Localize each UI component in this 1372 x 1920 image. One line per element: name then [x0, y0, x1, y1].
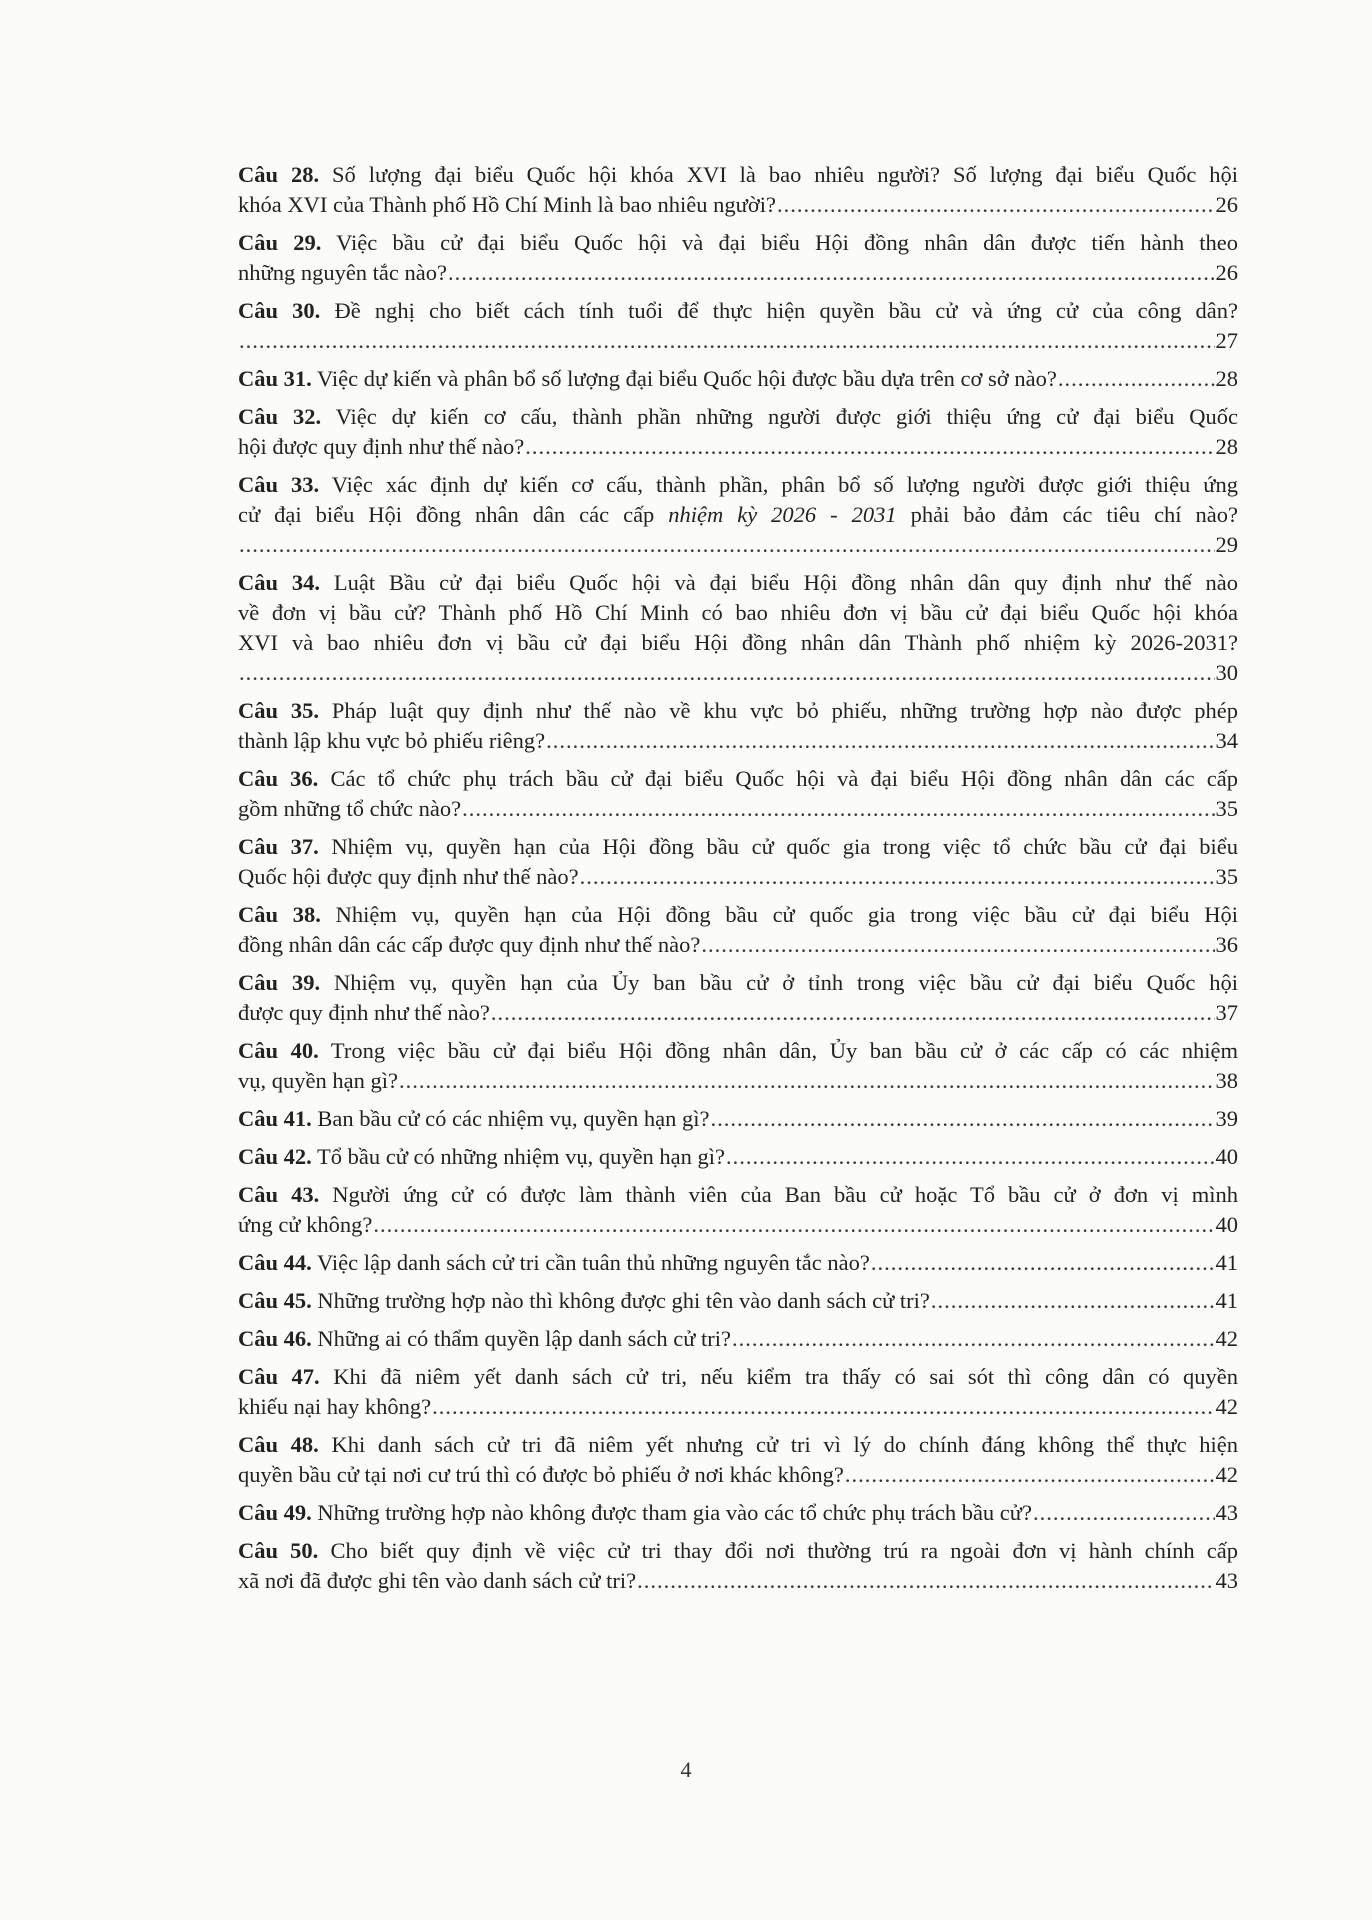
question-number: Câu 41.	[238, 1106, 312, 1131]
leader-dots	[732, 1324, 1214, 1354]
question-number: Câu 38.	[238, 902, 321, 927]
toc-entry[interactable]	[238, 1104, 1238, 1134]
leader-dots	[525, 432, 1214, 462]
leader-dots	[845, 1460, 1215, 1490]
toc-page-ref: 42	[1215, 1394, 1238, 1419]
toc-page-ref: 40	[1215, 1144, 1238, 1169]
question-number: Câu 42.	[238, 1144, 312, 1169]
question-text: Nhiệm vụ, quyền hạn của Ủy ban bầu cử ở tỉnh trong việc bầu cử đại biểu Quốc hội	[334, 970, 1239, 995]
toc-page-ref: 37	[1215, 1000, 1238, 1025]
question-text: Nhiệm vụ, quyền hạn của Hội đồng bầu cử quốc gia trong việc tổ chức bầu cử đại biểu	[331, 834, 1239, 859]
question-text: Việc lập danh sách cử tri cần tuân thủ những nguyên tắc nào?	[316, 1250, 870, 1275]
toc-page-ref: 36	[1215, 932, 1238, 957]
toc-page-ref: 28	[1215, 434, 1238, 459]
toc-entry[interactable]	[238, 900, 1238, 960]
leader-dots	[710, 1104, 1214, 1134]
question-number: Câu 37.	[238, 834, 319, 859]
question-text: Những ai có thẩm quyền lập danh sách cử tri?	[317, 1326, 732, 1351]
question-number: Câu 30.	[238, 298, 321, 323]
question-text: vụ, quyền hạn gì?	[238, 1068, 398, 1093]
toc-entry[interactable]	[238, 1036, 1238, 1096]
question-number: Câu 50.	[238, 1538, 319, 1563]
question-number: Câu 44.	[238, 1250, 312, 1275]
leader-dots	[777, 190, 1215, 220]
question-number: Câu 36.	[238, 766, 319, 791]
question-text: Quốc hội được quy định như thế nào?	[238, 864, 579, 889]
question-number: Câu 35.	[238, 698, 320, 723]
toc-entry[interactable]	[238, 696, 1238, 756]
question-number: Câu 47.	[238, 1364, 320, 1389]
question-text: khiếu nại hay không?	[238, 1394, 432, 1419]
leader-dots	[399, 1066, 1215, 1096]
leader-dots	[432, 1392, 1214, 1422]
question-text: Khi đã niêm yết danh sách cử tri, nếu kiểm tra thấy có sai sót thì công dân có quyền	[333, 1364, 1239, 1389]
toc-entry[interactable]	[238, 364, 1238, 394]
toc-entry[interactable]	[238, 1536, 1238, 1596]
toc-page-ref: 34	[1215, 728, 1238, 753]
question-text: Ban bầu cử có các nhiệm vụ, quyền hạn gì?	[317, 1106, 710, 1131]
question-text: Trong việc bầu cử đại biểu Hội đồng nhân dân, Ủy ban bầu cử ở các cấp có các nhiệm	[330, 1038, 1239, 1063]
question-text: Luật Bầu cử đại biểu Quốc hội và đại biểu Hội đồng nhân dân quy định như thế nào	[333, 570, 1239, 595]
question-text: Những trường hợp nào không được tham gia vào các tổ chức phụ trách bầu cử?	[317, 1500, 1032, 1525]
toc-entry[interactable]	[238, 1362, 1238, 1422]
page-number: 4	[680, 1757, 692, 1782]
leader-dots	[580, 862, 1215, 892]
toc-page-ref: 42	[1215, 1462, 1238, 1487]
toc-entry[interactable]	[238, 402, 1238, 462]
toc-page-ref: 26	[1215, 192, 1238, 217]
question-number: Câu 43.	[238, 1182, 320, 1207]
question-text: đồng nhân dân các cấp được quy định như thế nào?	[238, 932, 701, 957]
toc-entry[interactable]	[238, 1430, 1238, 1490]
question-text: Việc dự kiến và phân bổ số lượng đại biểu Quốc hội được bầu dựa trên cơ sở nào?	[316, 366, 1057, 391]
toc-entry[interactable]	[238, 764, 1238, 824]
question-text: Các tổ chức phụ trách bầu cử đại biểu Quốc hội và đại biểu Hội đồng nhân dân các cấp	[330, 766, 1238, 791]
leader-dots	[491, 998, 1215, 1028]
question-number: Câu 48.	[238, 1432, 319, 1457]
toc-page-ref: 39	[1215, 1106, 1238, 1131]
question-number: Câu 29.	[238, 230, 322, 255]
question-number: Câu 45.	[238, 1288, 312, 1313]
toc-page-ref: 42	[1215, 1326, 1238, 1351]
question-number: Câu 28.	[238, 162, 320, 187]
leader-dots	[546, 726, 1214, 756]
question-text-italic: nhiệm kỳ 2026 - 2031	[668, 502, 897, 527]
question-text: Cho biết quy định về việc cử tri thay đổi nơi thường trú ra ngoài đơn vị hành chính cấp	[330, 1538, 1238, 1563]
leader-dots	[448, 258, 1214, 288]
leader-dots	[637, 1566, 1214, 1596]
toc-page-ref: 43	[1215, 1500, 1238, 1525]
leader-dots	[239, 530, 1215, 560]
leader-dots	[931, 1286, 1215, 1316]
toc-page-ref: 26	[1215, 260, 1238, 285]
toc-entry[interactable]	[238, 1324, 1238, 1354]
question-text: Tổ bầu cử có những nhiệm vụ, quyền hạn gì?	[316, 1144, 726, 1169]
toc-entry[interactable]	[238, 1142, 1238, 1172]
toc-entry[interactable]	[238, 1180, 1238, 1240]
toc-page-ref: 41	[1215, 1250, 1238, 1275]
question-text: Khi danh sách cử tri đã niêm yết nhưng cử tri vì lý do chính đáng không thể thực hiện	[331, 1432, 1238, 1457]
toc-page-ref: 41	[1215, 1288, 1238, 1313]
question-text: XVI và bao nhiêu đơn vị bầu cử đại biểu Hội đồng nhân dân Thành phố nhiệm kỳ 2026-2031?	[238, 630, 1238, 655]
question-text: được quy định như thế nào?	[238, 1000, 490, 1025]
toc-entry[interactable]	[238, 1248, 1238, 1278]
toc-page-ref: 30	[1215, 660, 1238, 685]
question-number: Câu 39.	[238, 970, 321, 995]
question-number: Câu 32.	[238, 404, 322, 429]
question-text: phải bảo đảm các tiêu chí nào?	[896, 502, 1239, 527]
question-text: Số lượng đại biểu Quốc hội khóa XVI là bao nhiêu người? Số lượng đại biểu Quốc hội	[332, 162, 1239, 187]
leader-dots	[1058, 364, 1215, 394]
toc-entry[interactable]	[238, 296, 1238, 356]
toc-page-ref: 29	[1215, 532, 1238, 557]
leader-dots	[462, 794, 1214, 824]
leader-dots	[701, 930, 1214, 960]
question-text: cử đại biểu Hội đồng nhân dân các cấp	[238, 502, 669, 527]
question-text: về đơn vị bầu cử? Thành phố Hồ Chí Minh có bao nhiêu đơn vị bầu cử đại biểu Quốc hội khóa	[238, 600, 1238, 625]
question-text: Đề nghị cho biết cách tính tuổi để thực hiện quyền bầu cử và ứng cử của công dân?	[334, 298, 1238, 323]
toc-page-ref: 43	[1215, 1568, 1238, 1593]
question-text: ứng cử không?	[238, 1212, 373, 1237]
leader-dots	[239, 326, 1215, 356]
toc-entry[interactable]	[238, 968, 1238, 1028]
toc-entry[interactable]	[238, 1286, 1238, 1316]
leader-dots	[239, 658, 1215, 688]
question-text: quyền bầu cử tại nơi cư trú thì có được bỏ phiếu ở nơi khác không?	[238, 1462, 844, 1487]
leader-dots	[726, 1142, 1214, 1172]
question-text: Việc dự kiến cơ cấu, thành phần những người được giới thiệu ứng cử đại biểu Quốc	[335, 404, 1239, 429]
question-text: khóa XVI của Thành phố Hồ Chí Minh là bao nhiêu người?	[238, 192, 776, 217]
leader-dots	[1033, 1498, 1215, 1528]
toc-entry[interactable]	[238, 228, 1238, 288]
leader-dots	[871, 1248, 1215, 1278]
question-text: thành lập khu vực bỏ phiếu riêng?	[238, 728, 546, 753]
question-text: Người ứng cử có được làm thành viên của Ban bầu cử hoặc Tổ bầu cử ở đơn vị mình	[332, 1182, 1239, 1207]
toc-page-ref: 38	[1215, 1068, 1238, 1093]
question-text: gồm những tổ chức nào?	[238, 796, 462, 821]
toc-page-ref: 40	[1215, 1212, 1238, 1237]
question-text: những nguyên tắc nào?	[238, 260, 448, 285]
leader-dots	[373, 1210, 1214, 1240]
question-text: Pháp luật quy định như thế nào về khu vực bỏ phiếu, những trường hợp nào được phép	[331, 698, 1238, 723]
question-number: Câu 49.	[238, 1500, 312, 1525]
question-text: Những trường hợp nào thì không được ghi tên vào danh sách cử tri?	[317, 1288, 930, 1313]
table-of-contents	[238, 160, 1238, 1604]
toc-entry[interactable]	[238, 832, 1238, 892]
toc-page-ref: 35	[1215, 796, 1238, 821]
question-text: Việc xác định dự kiến cơ cấu, thành phần, phân bổ số lượng người được giới thiệu ứng	[331, 472, 1238, 497]
toc-entry[interactable]	[238, 160, 1238, 220]
question-number: Câu 34.	[238, 570, 321, 595]
question-number: Câu 40.	[238, 1038, 319, 1063]
toc-entry[interactable]	[238, 1498, 1238, 1528]
toc-entry[interactable]	[238, 470, 1238, 560]
question-number: Câu 33.	[238, 472, 320, 497]
question-number: Câu 46.	[238, 1326, 312, 1351]
question-text: xã nơi đã được ghi tên vào danh sách cử tri?	[238, 1568, 637, 1593]
toc-page-ref: 27	[1215, 328, 1238, 353]
toc-entry[interactable]	[238, 568, 1238, 688]
question-text: Nhiệm vụ, quyền hạn của Hội đồng bầu cử quốc gia trong việc bầu cử đại biểu Hội	[335, 902, 1238, 927]
question-text: hội được quy định như thế nào?	[238, 434, 525, 459]
question-text: Việc bầu cử đại biểu Quốc hội và đại biểu Hội đồng nhân dân được tiến hành theo	[336, 230, 1239, 255]
question-number: Câu 31.	[238, 366, 312, 391]
toc-page-ref: 28	[1215, 366, 1238, 391]
toc-page-ref: 35	[1215, 864, 1238, 889]
